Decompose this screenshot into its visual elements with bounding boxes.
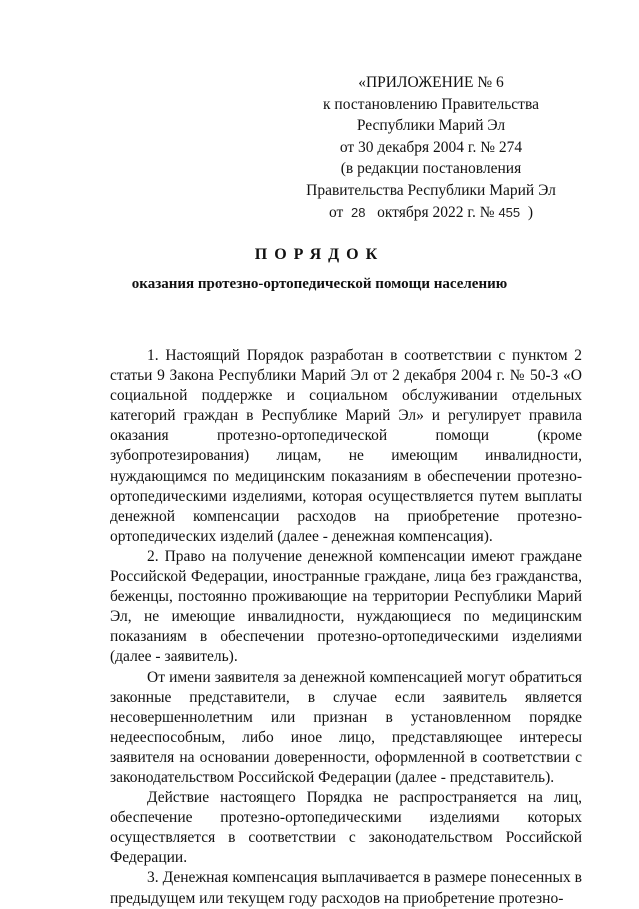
paragraph-1: 1. Настоящий Порядок разработан в соответствии с пунктом 2 статьи 9 Закона Республики Марий Эл от 2 декабря 2004 г. № 50-З «О социальной поддержке и социальном обслуживании отдельных категорий граждан в Республике Марий Эл» и регулирует правила оказания протезно-ортопедической помощи (кроме зубопротезирования) лицам, не имеющим инвалидности, нуждающимся по медицинским показаниям в обеспечении протезно-ортопедическими изделиями, которая осуществляется путем выплаты денежной компенсации расходов на приобретение протезно-ортопедических изделий (далее - денежная компенсация). xyxy=(110,347,582,545)
header-line-date: от 30 декабря 2004 г. № 274 xyxy=(339,138,523,156)
paragraph-3: От имени заявителя за денежной компенсацией могут обратиться законные представители, в случае если заявитель является несовершеннолетним или признан в установленном порядке недееспособным, либо иное лицо, представляющее интересы заявителя на основании доверенности, оформленной в соответствии с законодательством Российской Федерации (далее - представитель). xyxy=(110,668,582,786)
paragraph-4: Действие настоящего Порядка не распространяется на лиц, обеспечение протезно-ортопедическими изделиями которых осуществляется в соответствии с законодательством Российской Федерации. xyxy=(110,789,582,867)
header-line-government: Правительства Республики Марий Эл xyxy=(306,181,556,199)
amendment-suffix: ) xyxy=(527,203,534,221)
document-title: ПОРЯДОК xyxy=(254,246,385,263)
amendment-day: 28 xyxy=(351,204,366,220)
header-line-resolution: к постановлению Правительства xyxy=(323,95,539,113)
header-line-edition: (в редакции постановления xyxy=(340,160,522,178)
header-line-amendment-date xyxy=(281,202,581,224)
paragraph-5: 3. Денежная компенсация выплачивается в размере понесенных в предыдущем или текущем году расходов на приобретение протезно- xyxy=(110,869,582,907)
amendment-number: 455 xyxy=(498,204,521,220)
document-body xyxy=(110,346,582,909)
amendment-month-year: октября 2022 г. № xyxy=(377,203,495,221)
paragraph-2: 2. Право на получение денежной компенсации имеют граждане Российской Федерации, иностранные граждане, лица без гражданства, беженцы, постоянно проживающие на территории Республики Марий Эл, не имеющие инвалидности, нуждающиеся по медицинским показаниям в обеспечении протезно-ортопедическими изделиями (далее - заявитель). xyxy=(110,547,582,666)
header-line-appendix: «ПРИЛОЖЕНИЕ № 6 xyxy=(358,74,504,91)
amendment-prefix: от xyxy=(328,203,344,221)
document-subtitle: оказания протезно-ортопедической помощи населению xyxy=(131,276,508,292)
header-line-republic: Республики Марий Эл xyxy=(356,117,506,135)
appendix-header xyxy=(281,72,581,223)
